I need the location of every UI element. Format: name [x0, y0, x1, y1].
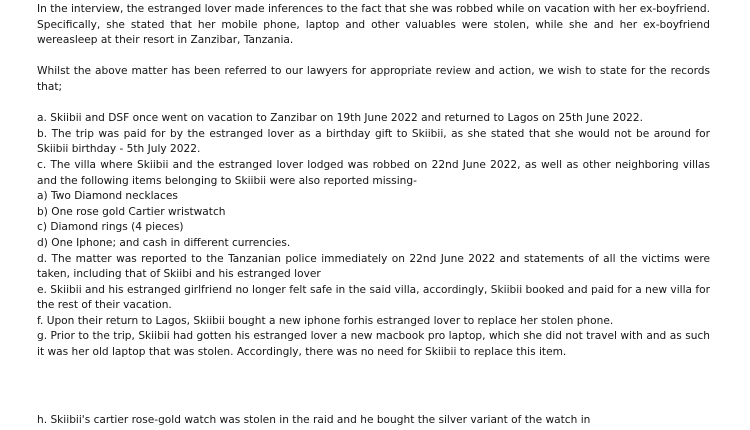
- missing-item: d) One Iphone; and cash in different currencies.: [37, 236, 291, 249]
- point-e: e. Skiibii and his estranged girlfriend no longer felt safe in the said villa, accordingly, Skiibii booked and paid for a new villa for the rest of their vacation.: [37, 283, 710, 312]
- missing-item: c) Diamond rings (4 pieces): [37, 221, 184, 234]
- paragraph-gap: [37, 96, 710, 112]
- missing-item: b) One rose gold Cartier wristwatch: [37, 205, 226, 218]
- intro-paragraph: In the interview, the estranged lover made inferences to the fact that she was robbed while on vacation with her ex-boyfriend. Specifically, she stated that her mobile phone, laptop and other valuables were stolen, while she and her ex-boyfriend wereasleep at their resort in Zanzibar, Tanzania.: [37, 3, 710, 47]
- missing-item: a) Two Diamond necklaces: [37, 190, 178, 203]
- paragraph-gap: [37, 49, 710, 65]
- point-f: f. Upon their return to Lagos, Skiibii bought a new iphone forhis estranged lover to replace her stolen phone.: [37, 314, 614, 327]
- point-a: a. Skiibii and DSF once went on vacation to Zanzibar on 19th June 2022 and returned to Lagos on 25th June 2022.: [37, 112, 644, 125]
- point-g: g. Prior to the trip, Skiibii had gotten his estranged lover a new macbook pro laptop, which she did not travel with and as such it was her old laptop that was stolen. Accordingly, there was no need for Skiibii to replace this item.: [37, 330, 710, 359]
- records-paragraph: Whilst the above matter has been referred to our lawyers for appropriate review and action, we wish to state for the records that;: [37, 65, 710, 93]
- point-b: b. The trip was paid for by the estranged lover as a birthday gift to Skiibii, as she stated that she would not be around for Skiibii birthday - 5th July 2022.: [37, 127, 710, 156]
- point-d: d. The matter was reported to the Tanzanian police immediately on 22nd June 2022 and statements of all the victims were taken, including that of Skiibi and his estranged lover: [37, 252, 710, 281]
- point-c: c. The villa where Skiibii and the estranged lover lodged was robbed on 22nd June 2022, as well as other neighboring villas and the following items belonging to Skiibii were also reported missing-: [37, 158, 710, 187]
- point-h: h. Skiibii's cartier rose-gold watch was stolen in the raid and he bought the silver variant of the watch in: [37, 414, 591, 426]
